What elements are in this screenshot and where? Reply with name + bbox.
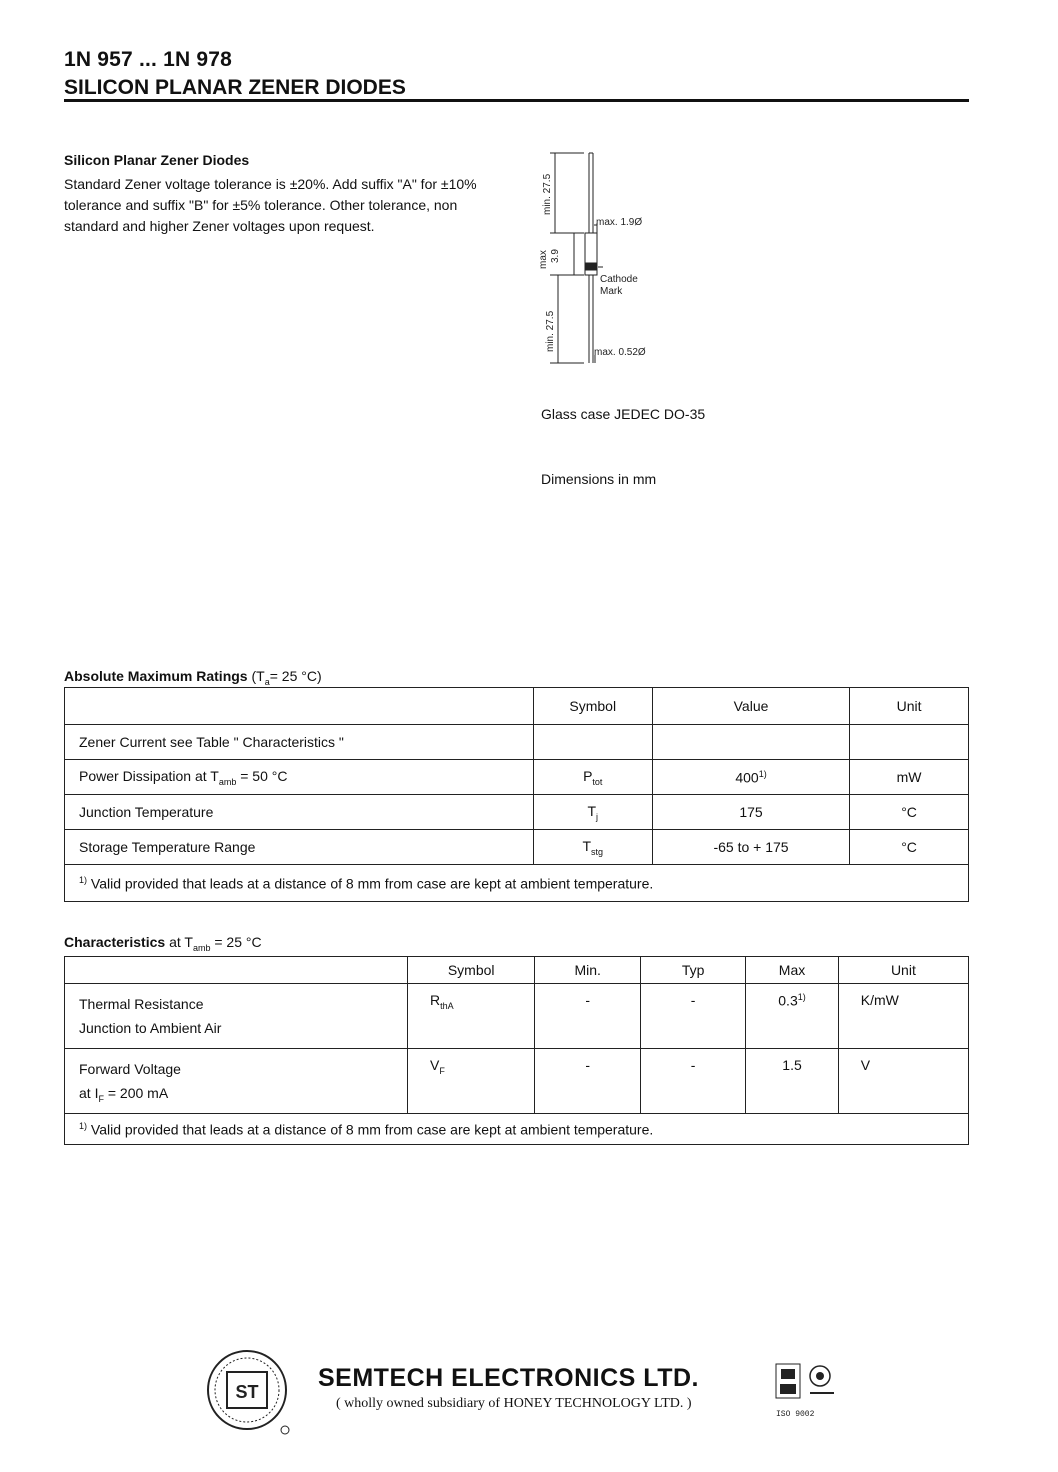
characteristics-table — [64, 956, 969, 1145]
title-rule — [64, 99, 969, 102]
dimensions-label: Dimensions in mm — [541, 471, 657, 487]
abs-max-heading: Absolute Maximum Ratings ($T_a= 25$ °C) — [64, 668, 322, 687]
col-unit: Unit — [838, 957, 968, 984]
lead-diameter-label: max. 0.52Ø — [594, 347, 646, 358]
table-row: Storage Temperature Range $T_{stg}$ -65 to + 175 °C — [65, 830, 969, 865]
table-header-row — [65, 957, 969, 984]
table-header-row — [65, 688, 969, 725]
company-subsidiary: ( wholly owned subsidiary of HONEY TECHNOLOGY LTD. ) — [336, 1396, 692, 1411]
semtech-logo — [203, 1346, 295, 1438]
body-length-label-2: 3.9 — [550, 249, 561, 263]
svg-text:ST: ST — [235, 1382, 259, 1402]
lead-length-top-label: min. 27.5 — [542, 173, 553, 215]
cathode-label-2: Mark — [600, 286, 623, 297]
intro-text: Standard Zener voltage tolerance is ±20%. Add suffix "A" for ±10% tolerance and suffix "B" for ±5% tolerance. Other tolerance, non standard and higher Zener voltages upon request. — [64, 176, 477, 234]
page-title: SILICON PLANAR ZENER DIODES — [64, 76, 406, 99]
cathode-label-1: Cathode — [600, 274, 638, 285]
table-footnote-row: $^{1)}$ Valid provided that leads at a distance of 8 mm from case are kept at ambient temperature. — [65, 1114, 969, 1145]
table-row: Zener Current see Table " Characteristics " — [65, 725, 969, 760]
characteristics-heading: Characteristics at $T_{amb} = 25$ °C — [64, 934, 262, 953]
cathode-band — [585, 263, 597, 270]
company-name: SEMTECH ELECTRONICS LTD. — [318, 1364, 699, 1392]
iso-certification-mark — [772, 1360, 844, 1424]
case-label: Glass case JEDEC DO-35 — [541, 406, 706, 422]
body-length-label-1: max — [538, 250, 549, 269]
col-value: Value — [652, 688, 849, 725]
col-typ: Typ — [640, 957, 745, 984]
table-footnote-row: $^{1)}$ Valid provided that leads at a distance of 8 mm from case are kept at ambient temperature. — [65, 865, 969, 902]
part-range-title: 1N 957 ... 1N 978 — [64, 48, 233, 71]
do35-package-drawing — [536, 145, 666, 370]
table-row: Junction Temperature $T_j$ 175 °C — [65, 795, 969, 830]
table-row: Forward Voltage at $I_F = 200$ mA $V_F$ - - 1.5 V — [65, 1049, 969, 1114]
body-diameter-label: max. 1.9Ø — [596, 217, 643, 228]
col-unit: Unit — [850, 688, 969, 725]
table-row: Thermal Resistance Junction to Ambient Air $R_{thA}$ - - 0.3$^{1)}$ K/mW — [65, 984, 969, 1049]
col-symbol: Symbol — [533, 688, 652, 725]
lead-length-bottom-label: min. 27.5 — [545, 310, 556, 352]
table-row: Power Dissipation at $T_{amb} = 50$ °C $P_{tot}$ 400$^{1)}$ mW — [65, 760, 969, 795]
col-symbol: Symbol — [407, 957, 534, 984]
svg-text:ISO 9002: ISO 9002 — [776, 1410, 815, 1419]
col-max: Max — [746, 957, 839, 984]
intro-heading: Silicon Planar Zener Diodes — [64, 152, 250, 168]
abs-max-table — [64, 687, 969, 902]
col-min: Min. — [535, 957, 641, 984]
